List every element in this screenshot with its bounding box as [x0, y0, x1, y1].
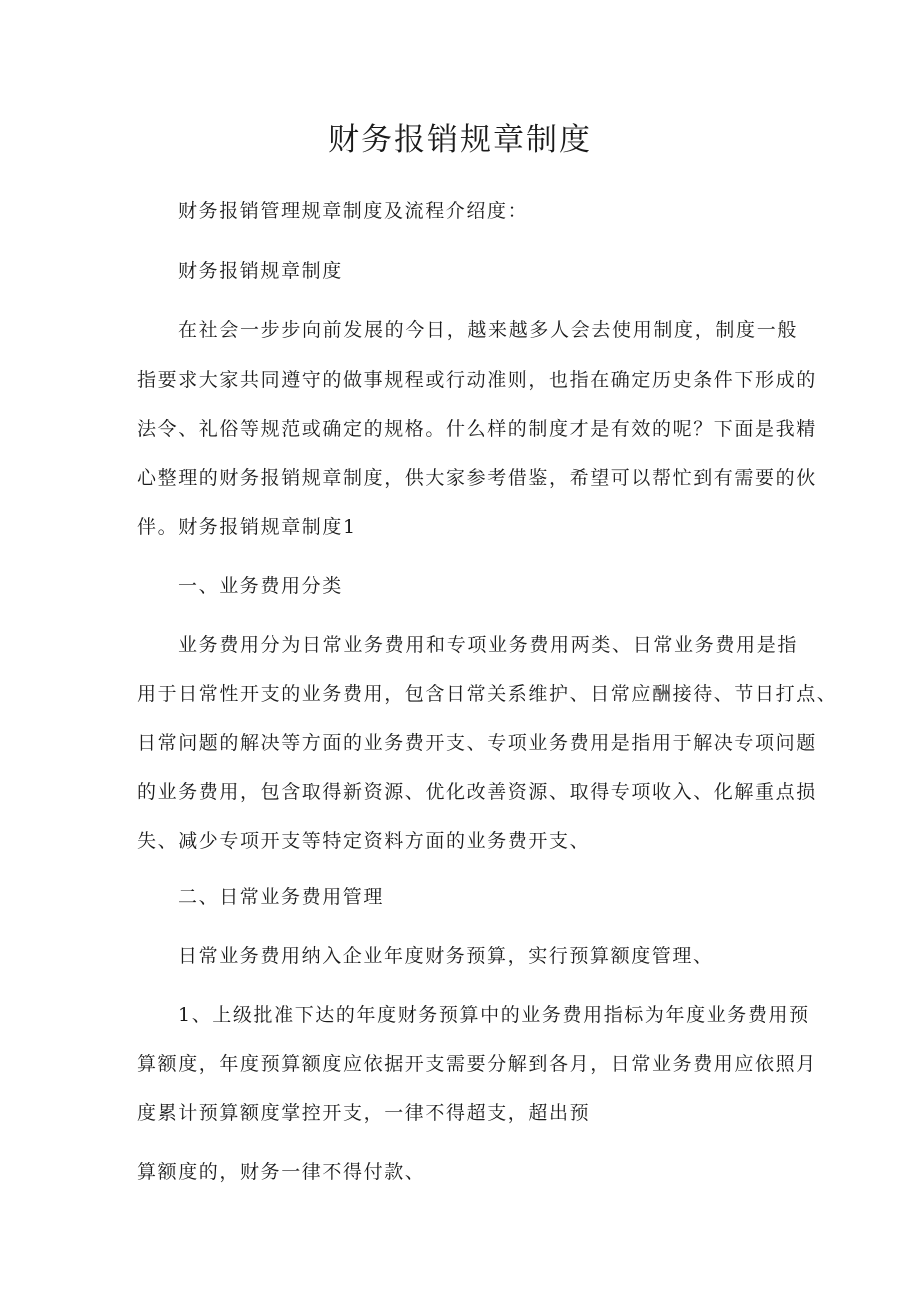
paragraph-line: 的业务费用，包含取得新资源、优化改善资源、取得专项收入、化解重点损 [137, 781, 817, 803]
paragraph-line: 算额度，年度预算额度应依据开支需要分解到各月，日常业务费用应依照月 [137, 1053, 817, 1075]
paragraph-line: 伴。财务报销规章制度1 [137, 516, 357, 538]
subtitle-line: 财务报销规章制度 [178, 260, 343, 282]
section-heading: 二、日常业务费用管理 [178, 886, 385, 908]
paragraph-line: 日常业务费用纳入企业年度财务预算，实行预算额度管理、 [178, 945, 714, 967]
paragraph-line: 在社会一步步向前发展的今日，越来越多人会去使用制度，制度一般 [178, 319, 798, 341]
paragraph-line: 算额度的，财务一律不得付款、 [137, 1161, 426, 1183]
paragraph-line: 度累计预算额度掌控开支，一律不得超支，超出预 [137, 1102, 591, 1124]
paragraph-line: 法令、礼俗等规范或确定的规格。什么样的制度才是有效的呢？下面是我精 [137, 418, 817, 440]
paragraph-line: 1、上级批准下达的年度财务预算中的业务费用指标为年度业务费用预 [178, 1004, 810, 1026]
section-heading: 一、业务费用分类 [178, 575, 343, 597]
paragraph-line: 业务费用分为日常业务费用和专项业务费用两类、日常业务费用是指 [178, 634, 798, 656]
paragraph-line: 心整理的财务报销规章制度，供大家参考借鉴，希望可以帮忙到有需要的伙 [137, 467, 817, 489]
paragraph-line: 用于日常性开支的业务费用，包含日常关系维护、日常应酬接待、节日打点、 [137, 683, 838, 705]
paragraph-line: 指要求大家共同遵守的做事规程或行动准则，也指在确定历史条件下形成的 [137, 369, 817, 391]
paragraph-line: 日常问题的解决等方面的业务费开支、专项业务费用是指用于解决专项问题 [137, 732, 817, 754]
intro-line: 财务报销管理规章制度及流程介绍度： [178, 200, 529, 222]
document-title: 财务报销规章制度 [328, 122, 592, 158]
paragraph-line: 失、减少专项开支等特定资料方面的业务费开支、 [137, 830, 591, 852]
